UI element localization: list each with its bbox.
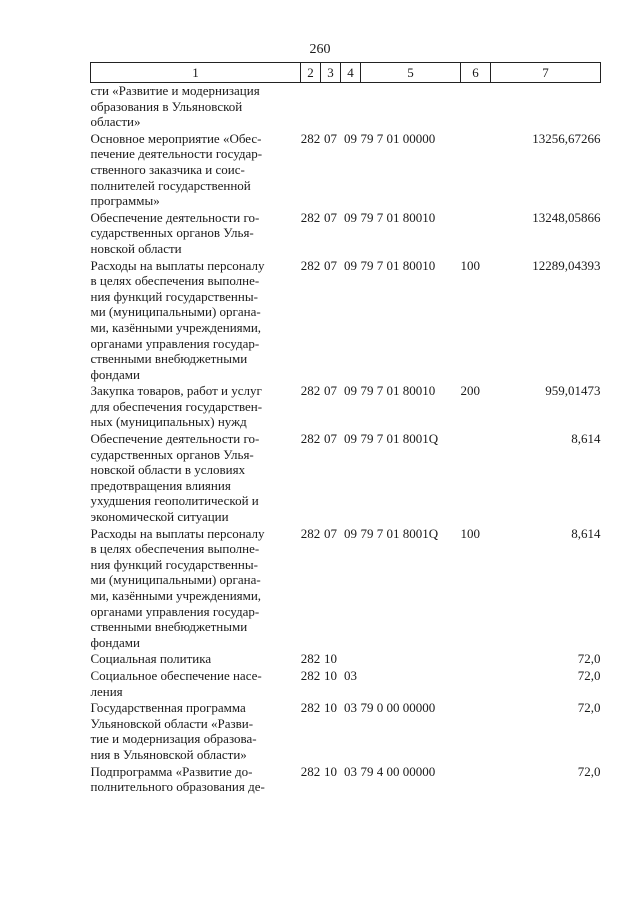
description-line: сударственных органов Улья- — [90, 446, 254, 462]
row-description — [91, 83, 301, 131]
description-line: печение деятельности государ- — [90, 146, 263, 162]
description-line: Социальное обеспечение насе- — [90, 667, 262, 683]
target-article-code: 79 7 01 8001Q — [360, 525, 439, 541]
section-code: 07 — [324, 209, 337, 225]
header-cell-5: 5 — [361, 63, 461, 83]
amount — [491, 83, 601, 131]
amount: 13256,67266 — [532, 130, 601, 146]
expense-type-code — [461, 651, 491, 668]
table-row — [91, 131, 601, 210]
header-row — [91, 63, 601, 83]
ministry-code: 282 — [300, 667, 321, 683]
expense-type-code: 100 — [460, 257, 480, 273]
description-line: для обеспечения государствен- — [90, 398, 263, 414]
description-line: Закупка товаров, работ и услуг — [90, 383, 262, 399]
description-line: ния в Ульяновской области» — [90, 746, 247, 762]
table-row — [91, 764, 601, 796]
description-line: области» — [90, 114, 141, 130]
ministry-code: 282 — [300, 651, 321, 667]
ministry-code: 282 — [300, 130, 321, 146]
description-line: программы» — [90, 193, 160, 209]
row-description — [91, 764, 301, 796]
description-line: сти «Развитие и модернизация — [90, 83, 260, 98]
ministry-code: 282 — [300, 209, 321, 225]
table-row — [91, 83, 601, 131]
subsection-code: 09 — [344, 431, 357, 447]
expense-type-code — [461, 668, 491, 700]
expense-type-code: 100 — [460, 525, 480, 541]
section-code: 10 — [324, 667, 337, 683]
section-code — [321, 83, 341, 131]
row-description — [91, 258, 301, 384]
description-line: в целях обеспечения выполне- — [90, 541, 260, 557]
description-line: Расходы на выплаты персоналу — [90, 525, 265, 541]
subsection-code: 03 — [344, 667, 357, 683]
description-line: Расходы на выплаты персоналу — [90, 257, 265, 273]
expense-type-code — [461, 131, 491, 210]
subsection-code: 03 — [344, 763, 357, 779]
description-line: фондами — [90, 366, 140, 382]
description-line: фондами — [90, 634, 140, 650]
description-line: ных (муниципальных) нужд — [90, 414, 247, 430]
row-description — [91, 383, 301, 431]
description-line: новской области в условиях — [90, 462, 246, 478]
subsection-code: 09 — [344, 130, 357, 146]
description-line: полнительного образования де- — [90, 779, 265, 795]
description-line: ми (муниципальными) органа- — [90, 572, 261, 588]
description-line: ственными внебюджетными — [90, 619, 248, 635]
page-number: 260 — [309, 42, 331, 57]
description-line: ми, казёнными учреждениями, — [90, 588, 262, 603]
description-line: Ульяновской области «Разви- — [90, 715, 254, 731]
section-code: 07 — [324, 257, 337, 273]
description-line: новской области — [90, 240, 182, 256]
target-article-code: 79 7 01 80010 — [360, 257, 436, 273]
section-code: 10 — [324, 763, 337, 779]
row-description — [91, 131, 301, 210]
ministry-code: 282 — [300, 257, 321, 273]
amount: 72,0 — [577, 667, 601, 683]
expense-type-code — [461, 764, 491, 796]
row-description — [91, 210, 301, 258]
description-line: ния функций государственны- — [90, 288, 258, 304]
ministry-code — [301, 83, 321, 131]
description-line: органами управления государ- — [90, 335, 260, 351]
subsection-code: 09 — [344, 209, 357, 225]
description-line: ухудшения геополитической и — [90, 493, 259, 509]
target-article-code — [361, 668, 461, 700]
table-row — [91, 668, 601, 700]
description-line: в целях обеспечения выполне- — [90, 273, 260, 289]
section-code: 10 — [324, 651, 337, 667]
amount: 72,0 — [577, 651, 601, 667]
description-line: Обеспечение деятельности го- — [90, 431, 260, 447]
subsection-code: 03 — [344, 700, 357, 716]
ministry-code: 282 — [300, 763, 321, 779]
ministry-code: 282 — [300, 431, 321, 447]
subsection-code — [341, 651, 361, 668]
section-code: 07 — [324, 383, 337, 399]
target-article-code: 79 0 00 00000 — [360, 700, 436, 716]
row-description — [91, 700, 301, 763]
description-line: полнителей государственной — [90, 177, 251, 193]
header-cell-7: 7 — [491, 63, 601, 83]
expense-type-code — [461, 83, 491, 131]
amount: 8,614 — [571, 525, 601, 541]
amount: 13248,05866 — [532, 209, 601, 225]
header-cell-1: 1 — [91, 63, 301, 83]
description-line: образования в Ульяновской — [90, 98, 243, 114]
target-article-code: 79 7 01 8001Q — [360, 431, 439, 447]
description-line: Основное мероприятие «Обес- — [90, 130, 262, 146]
header-cell-2: 2 — [301, 63, 321, 83]
amount: 959,01473 — [545, 383, 601, 399]
description-line: ми, казёнными учреждениями, — [90, 319, 262, 335]
budget-table — [90, 62, 601, 796]
description-line: Государственная программа — [90, 700, 246, 716]
description-line: ния функций государственны- — [90, 556, 258, 572]
subsection-code: 09 — [344, 525, 357, 541]
target-article-code: 79 4 00 00000 — [360, 763, 436, 779]
target-article-code: 79 7 01 00000 — [360, 130, 436, 146]
expense-type-code — [461, 431, 491, 526]
table-row — [91, 210, 601, 258]
description-line: экономической ситуации — [90, 509, 229, 525]
header-cell-4: 4 — [341, 63, 361, 83]
description-line: ственного заказчика и соис- — [90, 161, 245, 177]
header-cell-3: 3 — [321, 63, 341, 83]
row-description — [91, 431, 301, 526]
description-line: ми (муниципальными) органа- — [90, 304, 261, 320]
row-description — [91, 668, 301, 700]
amount: 8,614 — [571, 431, 601, 447]
table-row — [91, 258, 601, 384]
amount: 72,0 — [577, 700, 601, 716]
subsection-code: 09 — [344, 257, 357, 273]
section-code: 07 — [324, 130, 337, 146]
ministry-code: 282 — [300, 383, 321, 399]
ministry-code: 282 — [300, 700, 321, 716]
section-code: 07 — [324, 431, 337, 447]
table-row — [91, 526, 601, 652]
expense-type-code: 200 — [460, 383, 480, 399]
table-row — [91, 651, 601, 668]
section-code: 07 — [324, 525, 337, 541]
ministry-code: 282 — [300, 525, 321, 541]
description-line: ственными внебюджетными — [90, 351, 248, 367]
table-row — [91, 431, 601, 526]
expense-type-code — [461, 210, 491, 258]
subsection-code — [341, 83, 361, 131]
row-description — [91, 526, 301, 652]
row-description — [91, 651, 301, 668]
description-line: тие и модернизация образова- — [90, 731, 257, 747]
description-line: Обеспечение деятельности го- — [90, 209, 260, 225]
description-line: Социальная политика — [90, 651, 212, 667]
header-cell-6: 6 — [461, 63, 491, 83]
description-line: предотвращения влияния — [90, 477, 231, 493]
description-line: Подпрограмма «Развитие до- — [90, 763, 253, 779]
amount: 12289,04393 — [532, 257, 601, 273]
description-line: сударственных органов Улья- — [90, 225, 254, 241]
description-line: органами управления государ- — [90, 603, 260, 619]
target-article-code — [361, 651, 461, 668]
table-row — [91, 383, 601, 431]
section-code: 10 — [324, 700, 337, 716]
target-article-code: 79 7 01 80010 — [360, 209, 436, 225]
table-row — [91, 700, 601, 763]
amount: 72,0 — [577, 763, 601, 779]
description-line: ления — [90, 683, 123, 699]
target-article-code — [361, 83, 461, 131]
expense-type-code — [461, 700, 491, 763]
subsection-code: 09 — [344, 383, 357, 399]
target-article-code: 79 7 01 80010 — [360, 383, 436, 399]
